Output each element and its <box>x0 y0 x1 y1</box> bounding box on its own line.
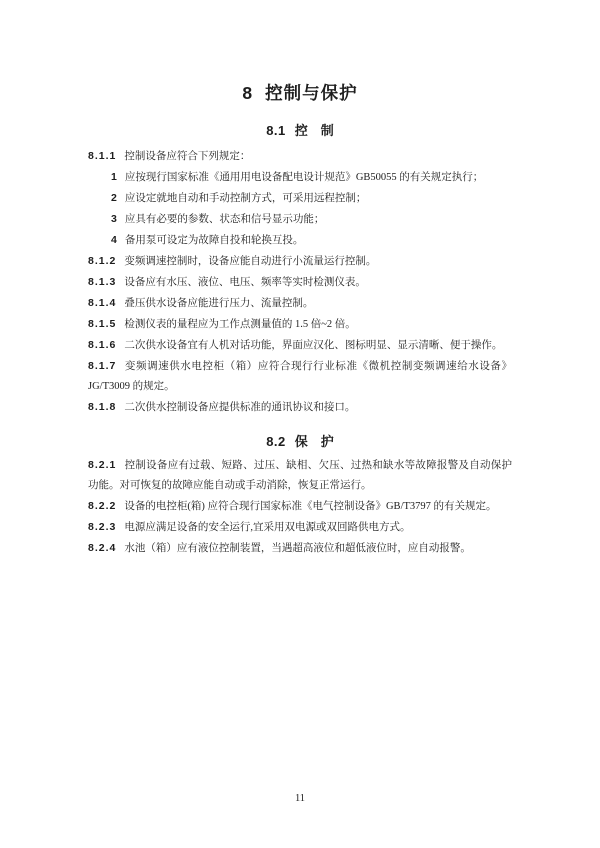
clause-number: 8.1.2 <box>88 255 117 267</box>
section-number: 8.1 <box>266 123 286 138</box>
clause-text: 叠压供水设备应能进行压力、流量控制。 <box>124 298 314 309</box>
clause-number: 8.1.3 <box>88 276 117 288</box>
clause-number: 8.2.1 <box>88 459 117 471</box>
clause-number: 8.2.4 <box>88 542 117 554</box>
clause-text: 变频调速控制时，设备应能自动进行小流量运行控制。 <box>124 256 377 267</box>
clause-number: 8.1.4 <box>88 297 117 309</box>
clause-number: 8.1.7 <box>88 360 117 372</box>
clause-text: 检测仪表的量程应为工作点测量值的 1.5 倍~2 倍。 <box>124 319 356 330</box>
clause-text: 控制设备应有过载、短路、过压、缺相、欠压、过热和缺水等故障报警及自动保护功能。对可恢复的故障应能自动或手动消除，恢复正常运行。 <box>88 460 512 491</box>
subitem-1 <box>88 167 512 188</box>
clause-text: 二次供水控制设备应提供标准的通讯协议和接口。 <box>124 402 356 413</box>
clause-8-1-3 <box>88 272 512 293</box>
subitem-text: 应具有必要的参数、状态和信号显示功能； <box>124 214 325 225</box>
clause-8-1-5 <box>88 314 512 335</box>
clause-8-2-4 <box>88 538 512 559</box>
clause-8-1-2 <box>88 251 512 272</box>
clause-text: 二次供水设备宜有人机对话功能，界面应汉化、图标明显、显示清晰、便于操作。 <box>124 340 503 351</box>
subitem-4 <box>88 230 512 251</box>
chapter-name: 控制与保护 <box>265 83 358 103</box>
subitem-text: 应按现行国家标准《通用用电设备配电设计规范》GB50055 的有关规定执行； <box>124 172 484 183</box>
section-heading-8-2 <box>88 433 512 451</box>
subitem-text: 应设定就地自动和手动控制方式，可采用远程控制； <box>124 193 367 204</box>
page-content <box>88 0 512 559</box>
chapter-number: 8 <box>242 83 253 103</box>
clause-text: 控制设备应符合下列规定： <box>124 151 251 162</box>
chapter-title <box>88 82 512 104</box>
subitem-number: 1 <box>111 171 117 183</box>
clause-number: 8.2.2 <box>88 500 117 512</box>
subitem-2 <box>88 188 512 209</box>
section-name: 控 制 <box>294 123 334 138</box>
subitem-number: 2 <box>111 192 117 204</box>
clause-8-1-1 <box>88 146 512 167</box>
clause-number: 8.1.6 <box>88 339 117 351</box>
clause-number: 8.1.8 <box>88 401 117 413</box>
clause-text: 设备的电控柜(箱) 应符合现行国家标准《电气控制设备》GB/T3797 的有关规定。 <box>124 501 497 512</box>
clause-8-2-3 <box>88 517 512 538</box>
section-number: 8.2 <box>266 434 286 449</box>
subitem-number: 3 <box>111 213 117 225</box>
subitem-text: 备用泵可设定为故障自投和轮换互投。 <box>124 235 304 246</box>
clause-text: 电源应满足设备的安全运行,宜采用双电源或双回路供电方式。 <box>124 522 411 533</box>
clause-number: 8.2.3 <box>88 521 117 533</box>
subitem-3 <box>88 209 512 230</box>
clause-8-1-6 <box>88 335 512 356</box>
clause-8-2-1 <box>88 455 512 496</box>
section-heading-8-1 <box>88 122 512 140</box>
section-name: 保 护 <box>294 434 334 449</box>
clause-8-2-2 <box>88 496 512 517</box>
clause-8-1-7 <box>88 356 512 397</box>
subitem-number: 4 <box>111 234 117 246</box>
clause-8-1-4 <box>88 293 512 314</box>
clause-text: 设备应有水压、液位、电压、频率等实时检测仪表。 <box>124 277 366 288</box>
clause-number: 8.1.5 <box>88 318 117 330</box>
clause-text: 变频调速供水电控柜（箱）应符合现行行业标准《微机控制变频调速给水设备》JG/T3009 的规定。 <box>88 361 512 392</box>
clause-8-1-8 <box>88 397 512 418</box>
page-number: 11 <box>294 793 306 804</box>
clause-text: 水池（箱）应有液位控制装置，当遇超高液位和超低液位时，应自动报警。 <box>124 543 471 554</box>
clause-number: 8.1.1 <box>88 150 117 162</box>
